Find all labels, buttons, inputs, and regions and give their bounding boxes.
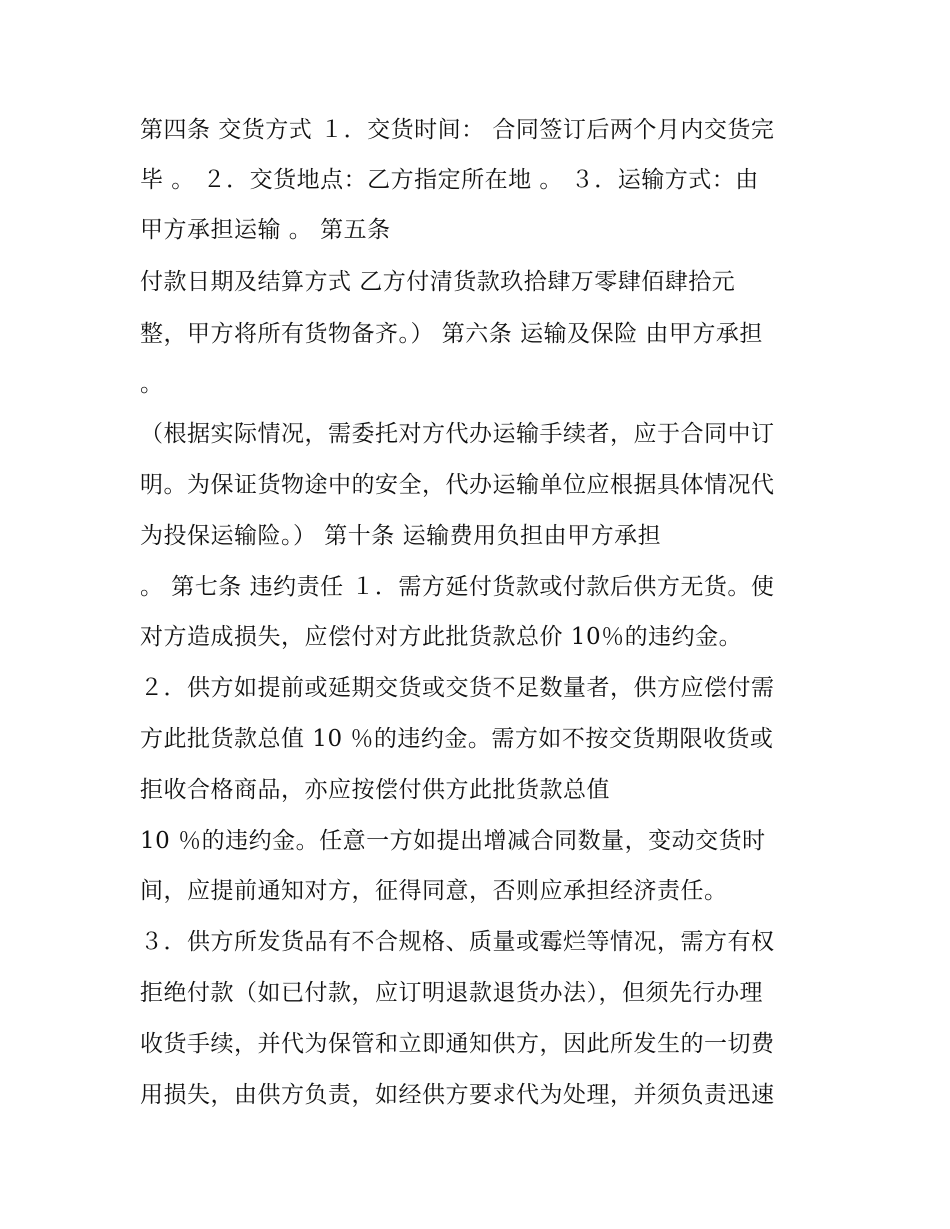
text-line: 。 第七条 违约责任 １．需方延付货款或付款后供方无货。使 — [140, 574, 775, 600]
text-line: 10 ％的违约金。任意一方如提出增减合同数量，变动交货时 — [140, 828, 766, 854]
text-line: （根据实际情况，需委托对方代办运输手续者，应于合同中订 — [140, 421, 775, 447]
text-line: 拒绝付款（如已付款，应订明退款退货办法），但须先行办理 — [140, 980, 763, 1006]
text-line: ２．供方如提前或延期交货或交货不足数量者，供方应偿付需 — [140, 675, 775, 701]
text-line: 间，应提前通知对方，征得同意，否则应承担经济责任。 — [140, 878, 728, 904]
text-line: 为投保运输险。） 第十条 运输费用负担由甲方承担 — [140, 523, 662, 549]
text-line: 付款日期及结算方式 乙方付清货款玖拾肆万零肆佰肆拾元 — [140, 269, 736, 295]
text-line: 。 — [140, 371, 164, 397]
text-line: 明。为保证货物途中的安全，代办运输单位应根据具体情况代 — [140, 472, 775, 498]
text-line: 方此批货款总值 10 ％的违约金。需方如不按交货期限收货或 — [140, 726, 774, 752]
text-line: 用损失，由供方负责，如经供方要求代为处理，并须负责迅速 — [140, 1082, 775, 1108]
text-line: 收货手续，并代为保管和立即通知供方，因此所发生的一切费 — [140, 1031, 775, 1057]
text-line: 对方造成损失，应偿付对方此批货款总价 10％的违约金。 — [140, 624, 743, 650]
text-line: 整，甲方将所有货物备齐。） 第六条 运输及保险 由甲方承担 — [140, 321, 763, 347]
text-line: 第四条 交货方式 １．交货时间： 合同签订后两个月内交货完 — [140, 117, 775, 143]
text-line: 甲方承担运输 。 第五条 — [140, 217, 391, 243]
text-line: 拒收合格商品，亦应按偿付供方此批货款总值 — [140, 777, 610, 803]
text-line: 毕 。 ２．交货地点：乙方指定所在地 。 ３．运输方式：由 — [140, 167, 759, 193]
text-line: ３．供方所发货品有不合规格、质量或霉烂等情况，需方有权 — [140, 929, 775, 955]
